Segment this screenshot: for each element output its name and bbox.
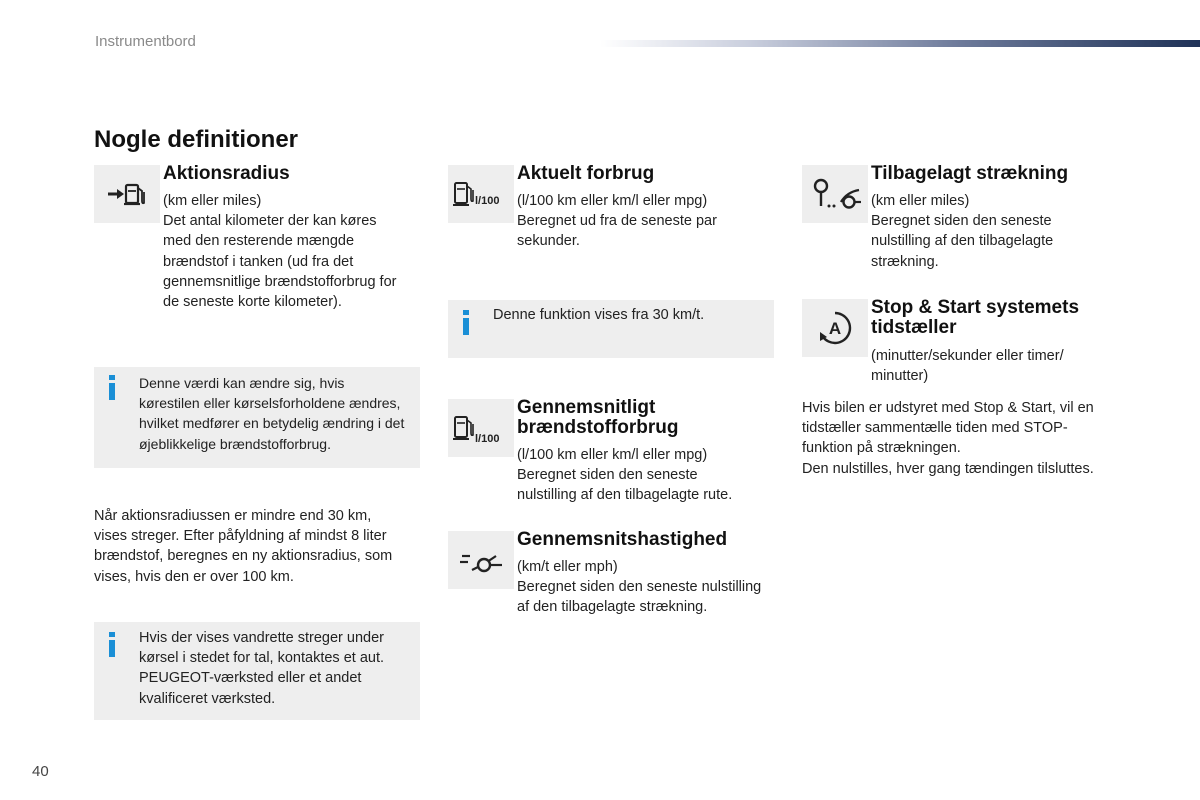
heading-line: Gennemsnitligt [517, 397, 656, 418]
text-line: (l/100 km eller km/l eller mpg) [517, 447, 708, 463]
text-line: Beregnet siden den seneste nulstilling [517, 579, 762, 596]
text-line: brændstof i tanken (ud fra det [163, 253, 354, 270]
fuel-consumption-icon [448, 165, 514, 223]
text-line: tidstæller sammentælle tiden med STOP- [802, 420, 1068, 437]
text-line: (km eller miles) [163, 193, 262, 209]
text-line: Hvis der vises vandrette streger under [139, 630, 384, 646]
stop-start-heading [871, 298, 1079, 338]
text-line: med den resterende mængde [163, 233, 355, 250]
fuel-consumption-icon [448, 399, 514, 457]
svg-text:l/100: l/100 [475, 433, 500, 445]
average-speed-heading: Gennemsnitshastighed [517, 529, 728, 550]
stop-start-paragraph [802, 398, 1142, 479]
text-line: Hvis bilen er udstyret med Stop & Start, vil en [802, 400, 1094, 416]
distance-heading: Tilbagelagt strækning [871, 163, 1069, 184]
text-line: Beregnet ud fra de seneste par [517, 213, 717, 230]
page-number: 40 [32, 763, 49, 780]
svg-text:l/100: l/100 [475, 195, 500, 207]
fuel-range-icon [94, 165, 160, 223]
text-line: kørestilen eller kørselsforholdene ændres, [139, 395, 401, 412]
info-note [448, 300, 774, 358]
info-note-text [139, 628, 417, 709]
text-line: kvalificeret værksted. [139, 690, 276, 707]
section-header: Instrumentbord [95, 33, 196, 50]
range-heading: Aktionsradius [163, 163, 290, 184]
text-line: funktion på strækningen. [802, 440, 961, 457]
average-speed-icon [448, 531, 514, 589]
range-paragraph [94, 506, 424, 587]
text-line: strækning. [871, 253, 939, 270]
text-line: de seneste korte kilometer). [163, 294, 342, 311]
text-line: vises, hvis den er over 100 km. [94, 568, 294, 585]
info-note-text [493, 305, 771, 325]
heading-line: brændstofforbrug [517, 417, 679, 438]
info-note [94, 622, 420, 720]
average-consumption-heading [517, 398, 678, 438]
text-line: Denne værdi kan ændre sig, hvis [139, 375, 345, 391]
text-line: Det antal kilometer der kan køres [163, 213, 377, 230]
heading-line: Stop & Start systemets [871, 297, 1080, 318]
info-note [94, 367, 420, 468]
stop-start-icon [802, 299, 868, 357]
text-line: (minutter/sekunder eller timer/ [871, 348, 1064, 364]
heading-line: tidstæller [871, 317, 957, 338]
text-line: af den tilbagelagte strækning. [517, 599, 708, 616]
text-line: vises streger. Efter påfyldning af mindst 8 liter [94, 528, 387, 545]
text-line: minutter) [871, 368, 929, 385]
page-title: Nogle definitioner [94, 126, 298, 153]
text-line: nulstilling af den tilbagelagte [871, 233, 1054, 250]
text-line: Beregnet siden den seneste [517, 467, 698, 484]
text-line: Den nulstilles, hver gang tændingen tilsluttes. [802, 460, 1094, 477]
text-line: Når aktionsradiussen er mindre end 30 km, [94, 508, 372, 524]
distance-travelled-icon [802, 165, 868, 223]
text-line: kørsel i stedet for tal, kontaktes et aut. [139, 650, 384, 667]
text-line: Beregnet siden den seneste [871, 213, 1052, 230]
text-line: øjeblikkelige brændstofforbrug. [139, 435, 331, 452]
info-note-text [139, 373, 417, 454]
current-consumption-text [517, 191, 777, 252]
text-line: (km/t eller mph) [517, 559, 618, 575]
text-line: brændstof, beregnes en ny aktionsradius, som [94, 548, 393, 565]
text-line: Denne funktion vises fra 30 km/t. [493, 307, 705, 323]
range-text [163, 191, 423, 312]
text-line: gennemsnitlige brændstofforbrug for [163, 273, 397, 290]
distance-text [871, 191, 1131, 272]
text-line: hvilket medfører en betydelig ændring i det [139, 415, 405, 432]
text-line: PEUGEOT-værksted eller et andet [139, 670, 362, 687]
text-line: nulstilling af den tilbagelagte rute. [517, 487, 733, 504]
average-consumption-text [517, 445, 777, 506]
text-line: sekunder. [517, 233, 580, 250]
svg-text:A: A [828, 319, 842, 338]
current-consumption-heading: Aktuelt forbrug [517, 163, 655, 184]
text-line: (l/100 km eller km/l eller mpg) [517, 193, 708, 209]
header-accent-bar [600, 40, 1200, 47]
average-speed-text [517, 557, 777, 618]
text-line: (km eller miles) [871, 193, 970, 209]
stop-start-text [871, 346, 1131, 386]
